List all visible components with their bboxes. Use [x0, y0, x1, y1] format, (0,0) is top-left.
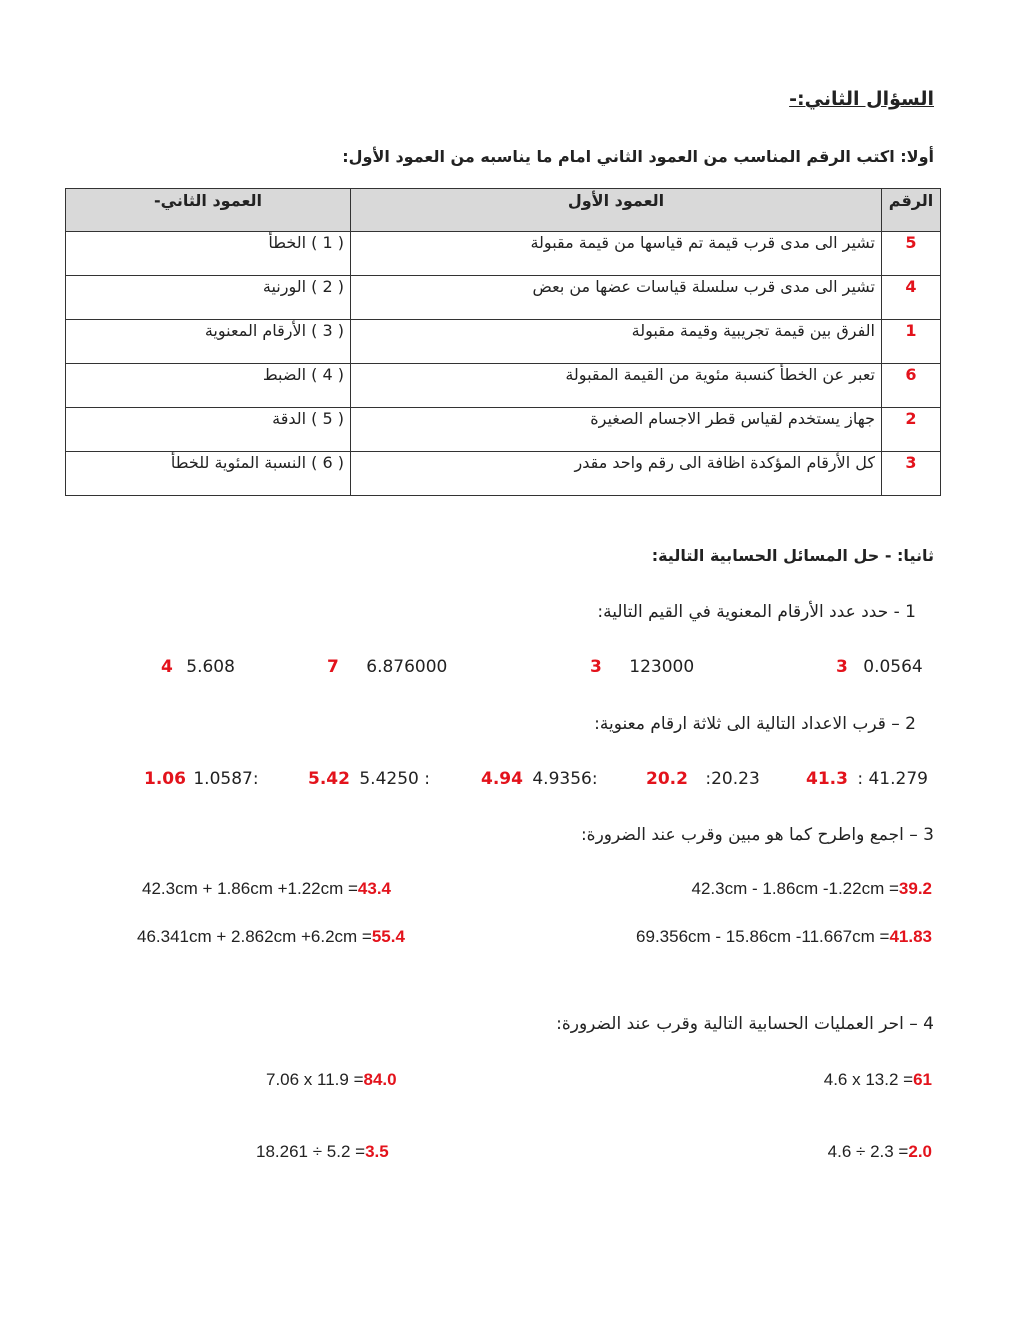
q3-text: 3 – اجمع واطرح كما هو مبين وقرب عند الضرورة:: [580, 825, 934, 845]
page-title: السؤال الثاني:-: [789, 88, 934, 110]
q2-answer: 5.42: [308, 769, 350, 789]
row-definition: جهاز يستخدم لقياس قطر الاجسام الصغيرة: [351, 408, 882, 452]
q4-answer: 61: [913, 1070, 932, 1089]
q1-value: 5.608: [186, 657, 235, 677]
q4-item: [828, 1142, 932, 1162]
row-definition: تشير الى مدى قرب قيمة تم قياسها من قيمة مقبولة: [351, 232, 882, 276]
row-term: ( 2 ) الورنية: [66, 276, 351, 320]
header-col2: العمود الثاني-: [66, 189, 351, 232]
q3-answer: 43.4: [357, 879, 392, 898]
q2-value: : 41.279: [857, 769, 928, 789]
row-answer: 3: [882, 452, 941, 496]
q1-item: [590, 657, 694, 677]
q1-text: 1 - حدد عدد الأرقام المعنوية في القيم التالية:: [597, 602, 916, 622]
q4-answer: 3.5: [365, 1142, 389, 1161]
row-term: ( 1 ) الخطأ: [66, 232, 351, 276]
q1-value: 0.0564: [863, 657, 923, 677]
q4-expression: 4.6 x 13.2 =: [823, 1070, 914, 1089]
q2-answer: 41.3: [806, 769, 848, 789]
table-row: [66, 232, 941, 276]
row-term: ( 5 ) الدقة: [66, 408, 351, 452]
q2-item: [144, 769, 259, 789]
part1-instruction: أولا: اكتب الرقم المناسب من العمود الثاني امام ما يناسبه من العمود الأول:: [342, 147, 934, 166]
row-answer: 1: [882, 320, 941, 364]
q2-item: [481, 769, 598, 789]
q1-value: 123000: [629, 657, 695, 677]
q2-answer: 1.06: [144, 769, 186, 789]
q2-value: 5.4250 :: [359, 769, 430, 789]
row-term: ( 4 ) الضبط: [66, 364, 351, 408]
table-header-row: [66, 189, 941, 232]
q1-answer: 3: [836, 657, 848, 677]
q2-item: [806, 769, 928, 789]
q2-text: 2 – قرب الاعداد التالية الى ثلاثة ارقام معنوية:: [594, 714, 916, 734]
q3-expression: 69.356cm - 15.86cm -11.667cm =: [636, 927, 890, 946]
q4-item: [266, 1070, 397, 1090]
q1-answer: 4: [161, 657, 173, 677]
q3-answer: 39.2: [898, 879, 932, 898]
q2-value: 4.9356:: [532, 769, 598, 789]
q2-item: [308, 769, 430, 789]
q2-answer: 4.94: [481, 769, 523, 789]
table-row: [66, 408, 941, 452]
q3-item: [692, 879, 932, 899]
row-definition: الفرق بين قيمة تجريبية وقيمة مقبولة: [351, 320, 882, 364]
q3-expression: 42.3cm - 1.86cm -1.22cm =: [691, 879, 899, 898]
header-col1: العمود الأول: [351, 189, 882, 232]
q2-value: :20.23: [705, 769, 760, 789]
q3-expression: 42.3cm + 1.86cm +1.22cm =: [142, 879, 358, 898]
q3-item: [137, 927, 405, 947]
q4-expression: 7.06 x 11.9 =: [266, 1070, 364, 1089]
row-answer: 4: [882, 276, 941, 320]
q1-item: [161, 657, 235, 677]
matching-table: [65, 188, 941, 496]
header-num: الرقم: [882, 189, 941, 232]
row-definition: كل الأرقام المؤكدة اظافة الى رقم واحد مقدر: [351, 452, 882, 496]
q3-expression: 46.341cm + 2.862cm +6.2cm =: [137, 927, 372, 946]
q3-answer: 41.83: [889, 927, 932, 946]
q1-answer: 7: [327, 657, 339, 677]
row-definition: تشير الى مدى قرب سلسلة قياسات عضها من بعض: [351, 276, 882, 320]
row-term: ( 6 ) النسبة المئوية للخطأ: [66, 452, 351, 496]
q4-answer: 84.0: [363, 1070, 397, 1089]
q4-expression: 4.6 ÷ 2.3 =: [827, 1142, 909, 1161]
q2-value: 1.0587:: [193, 769, 259, 789]
row-definition: تعبر عن الخطأ كنسبة مئوية من القيمة المقبولة: [351, 364, 882, 408]
q4-text: 4 – احر العمليات الحسابية التالية وقرب عند الضرورة:: [556, 1014, 934, 1034]
q3-item: [636, 927, 932, 947]
q1-item: [836, 657, 923, 677]
row-answer: 6: [882, 364, 941, 408]
row-answer: 2: [882, 408, 941, 452]
q4-item: [256, 1142, 389, 1162]
q4-answer: 2.0: [908, 1142, 932, 1161]
q1-item: [327, 657, 447, 677]
part2-instruction: ثانيا: - حل المسائل الحسابية التالية:: [651, 546, 934, 565]
row-answer: 5: [882, 232, 941, 276]
table-row: [66, 452, 941, 496]
table-row: [66, 364, 941, 408]
q3-item: [142, 879, 391, 899]
q1-answer: 3: [590, 657, 602, 677]
q1-value: 6.876000: [366, 657, 448, 677]
q3-answer: 55.4: [371, 927, 405, 946]
q2-item: [646, 769, 760, 789]
q2-answer: 20.2: [646, 769, 688, 789]
table-row: [66, 320, 941, 364]
q4-item: [824, 1070, 932, 1090]
row-term: ( 3 ) الأرقام المعنوية: [66, 320, 351, 364]
table-row: [66, 276, 941, 320]
q4-expression: 18.261 ÷ 5.2 =: [256, 1142, 366, 1161]
